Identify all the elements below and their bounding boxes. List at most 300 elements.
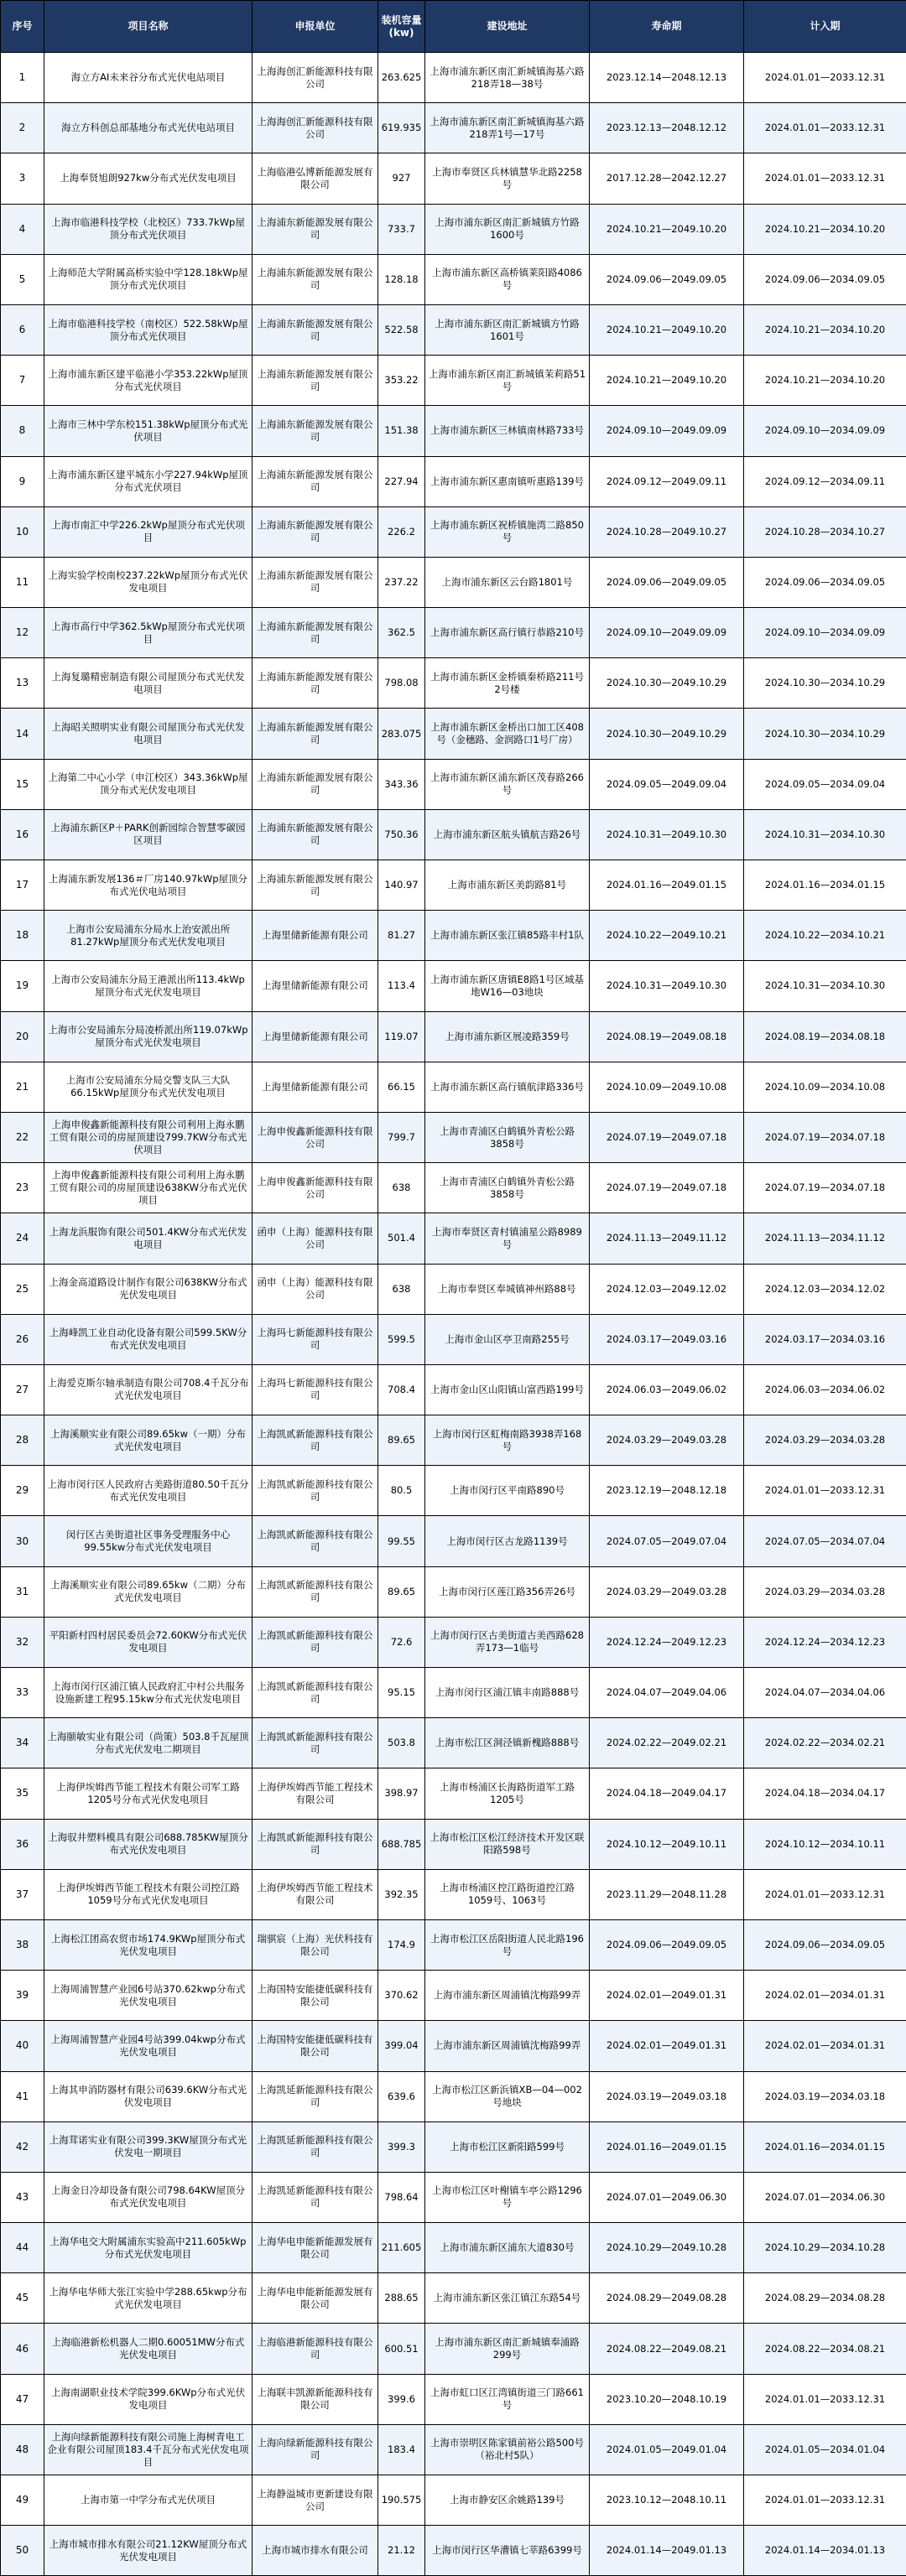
cell-project-name: 上海华电交大附属浦东实验高中211.605kWp分布式光伏发电项目 bbox=[44, 2223, 253, 2273]
cell-index: 7 bbox=[1, 356, 44, 406]
table-row bbox=[1, 1819, 906, 1869]
cell-index: 44 bbox=[1, 2223, 44, 2273]
cell-credit-period: 2024.01.16—2034.01.15 bbox=[744, 860, 906, 911]
cell-lifetime: 2023.12.14—2048.12.13 bbox=[590, 53, 744, 103]
cell-index: 32 bbox=[1, 1617, 44, 1667]
cell-capacity: 81.27 bbox=[378, 911, 425, 961]
cell-lifetime: 2024.01.14—2049.01.13 bbox=[590, 2526, 744, 2576]
cell-project-name: 上海市高行中学362.5kWp屋顶分布式光伏项目 bbox=[44, 608, 253, 658]
cell-project-name: 上海市城市排水有限公司21.12KW屋顶分布式光伏发电项目 bbox=[44, 2526, 253, 2576]
table-body bbox=[1, 53, 906, 2576]
cell-index: 50 bbox=[1, 2526, 44, 2576]
table-row bbox=[1, 2021, 906, 2071]
cell-capacity: 798.64 bbox=[378, 2172, 425, 2222]
cell-applicant: 上海凯贰新能源科技有限公司 bbox=[253, 1516, 378, 1566]
cell-address: 上海市浦东新区祝桥镇施湾二路850号 bbox=[425, 506, 590, 557]
cell-applicant: 上海里储新能源有限公司 bbox=[253, 911, 378, 961]
table-row bbox=[1, 1466, 906, 1516]
cell-credit-period: 2024.11.13—2034.11.12 bbox=[744, 1213, 906, 1264]
cell-index: 8 bbox=[1, 406, 44, 456]
cell-project-name: 上海溪顺实业有限公司89.65kw（二期）分布式光伏发电项目 bbox=[44, 1566, 253, 1617]
cell-project-name: 上海伊埃姆西节能工程技术有限公司控江路1059号分布式光伏发电项目 bbox=[44, 1869, 253, 1919]
cell-applicant: 上海凯贰新能源科技有限公司 bbox=[253, 1617, 378, 1667]
cell-capacity: 503.8 bbox=[378, 1718, 425, 1768]
cell-lifetime: 2024.07.05—2049.07.04 bbox=[590, 1516, 744, 1566]
cell-project-name: 上海驭井塑料模具有限公司688.785KW屋顶分布式光伏发电项目 bbox=[44, 1819, 253, 1869]
cell-index: 49 bbox=[1, 2475, 44, 2526]
cell-index: 12 bbox=[1, 608, 44, 658]
cell-credit-period: 2024.01.01—2033.12.31 bbox=[744, 2475, 906, 2526]
cell-credit-period: 2024.01.05—2034.01.04 bbox=[744, 2424, 906, 2475]
cell-lifetime: 2024.10.30—2049.10.29 bbox=[590, 658, 744, 709]
cell-capacity: 708.4 bbox=[378, 1364, 425, 1415]
cell-project-name: 上海师范大学附属高桥实验中学128.18kWp屋顶分布式光伏项目 bbox=[44, 254, 253, 304]
cell-project-name: 上海市第一中学分布式光伏项目 bbox=[44, 2475, 253, 2526]
cell-lifetime: 2023.10.20—2048.10.19 bbox=[590, 2374, 744, 2424]
header-address: 建设地址 bbox=[425, 1, 590, 53]
cell-applicant: 上海里储新能源有限公司 bbox=[253, 1011, 378, 1062]
cell-capacity: 638 bbox=[378, 1264, 425, 1314]
cell-index: 1 bbox=[1, 53, 44, 103]
cell-address: 上海市浦东新区南汇新城镇茉莉路51号 bbox=[425, 356, 590, 406]
cell-applicant: 上海浦东新能源发展有限公司 bbox=[253, 406, 378, 456]
cell-index: 16 bbox=[1, 809, 44, 860]
cell-project-name: 上海龙浜服饰有限公司501.4KW分布式光伏发电项目 bbox=[44, 1213, 253, 1264]
cell-project-name: 上海市公安局浦东分局交警支队三大队66.15kWp屋顶分布式光伏发电项目 bbox=[44, 1062, 253, 1112]
cell-capacity: 750.36 bbox=[378, 809, 425, 860]
cell-applicant: 上海静溢城市更新建设有限公司 bbox=[253, 2475, 378, 2526]
cell-lifetime: 2024.12.24—2049.12.23 bbox=[590, 1617, 744, 1667]
table-row bbox=[1, 1516, 906, 1566]
cell-index: 19 bbox=[1, 961, 44, 1011]
cell-capacity: 21.12 bbox=[378, 2526, 425, 2576]
table-row bbox=[1, 1566, 906, 1617]
cell-credit-period: 2024.10.30—2034.10.29 bbox=[744, 658, 906, 709]
cell-capacity: 398.97 bbox=[378, 1768, 425, 1819]
cell-lifetime: 2024.03.17—2049.03.16 bbox=[590, 1314, 744, 1364]
cell-lifetime: 2024.10.28—2049.10.27 bbox=[590, 506, 744, 557]
cell-applicant: 上海伊埃姆西节能工程技术有限公司 bbox=[253, 1768, 378, 1819]
cell-credit-period: 2024.09.05—2034.09.04 bbox=[744, 759, 906, 809]
cell-address: 上海市奉贤区奉城镇神州路88号 bbox=[425, 1264, 590, 1314]
cell-applicant: 上海浦东新能源发展有限公司 bbox=[253, 304, 378, 355]
table-row bbox=[1, 2475, 906, 2526]
cell-address: 上海市松江区新阳路599号 bbox=[425, 2122, 590, 2172]
cell-index: 27 bbox=[1, 1364, 44, 1415]
cell-lifetime: 2024.10.22—2049.10.21 bbox=[590, 911, 744, 961]
cell-index: 36 bbox=[1, 1819, 44, 1869]
cell-address: 上海市浦东新区南汇新城镇方竹路1600号 bbox=[425, 204, 590, 254]
cell-index: 15 bbox=[1, 759, 44, 809]
table-row bbox=[1, 2424, 906, 2475]
cell-lifetime: 2024.04.07—2049.04.06 bbox=[590, 1668, 744, 1718]
cell-lifetime: 2024.10.21—2049.10.20 bbox=[590, 304, 744, 355]
cell-lifetime: 2024.11.13—2049.11.12 bbox=[590, 1213, 744, 1264]
cell-index: 37 bbox=[1, 1869, 44, 1919]
table-row bbox=[1, 911, 906, 961]
cell-applicant: 上海凯贰新能源科技有限公司 bbox=[253, 1819, 378, 1869]
cell-applicant: 上海海创汇新能源科技有限公司 bbox=[253, 53, 378, 103]
cell-index: 46 bbox=[1, 2324, 44, 2374]
cell-lifetime: 2024.07.19—2049.07.18 bbox=[590, 1112, 744, 1162]
table-row bbox=[1, 1112, 906, 1162]
cell-credit-period: 2024.04.07—2034.04.06 bbox=[744, 1668, 906, 1718]
cell-index: 35 bbox=[1, 1768, 44, 1819]
cell-capacity: 66.15 bbox=[378, 1062, 425, 1112]
cell-project-name: 上海临港新松机器人二期0.60051MW分布式光伏发电项目 bbox=[44, 2324, 253, 2374]
cell-credit-period: 2024.09.10—2034.09.09 bbox=[744, 608, 906, 658]
cell-credit-period: 2024.01.01—2033.12.31 bbox=[744, 53, 906, 103]
cell-lifetime: 2024.10.31—2049.10.30 bbox=[590, 961, 744, 1011]
cell-applicant: 上海华电申能新能源发展有限公司 bbox=[253, 2223, 378, 2273]
cell-project-name: 上海松江团高农贸市场174.9KWp屋顶分布式光伏发电项目 bbox=[44, 1919, 253, 1970]
cell-credit-period: 2024.09.12—2034.09.11 bbox=[744, 456, 906, 506]
cell-capacity: 89.65 bbox=[378, 1566, 425, 1617]
cell-index: 34 bbox=[1, 1718, 44, 1768]
cell-address: 上海市闵行区古美街道古美西路628弄173—1临号 bbox=[425, 1617, 590, 1667]
cell-lifetime: 2024.09.12—2049.09.11 bbox=[590, 456, 744, 506]
cell-capacity: 72.6 bbox=[378, 1617, 425, 1667]
table-row bbox=[1, 1364, 906, 1415]
cell-index: 24 bbox=[1, 1213, 44, 1264]
cell-lifetime: 2024.10.21—2049.10.20 bbox=[590, 204, 744, 254]
cell-credit-period: 2024.12.03—2034.12.02 bbox=[744, 1264, 906, 1314]
cell-lifetime: 2024.01.16—2049.01.15 bbox=[590, 860, 744, 911]
table-row bbox=[1, 53, 906, 103]
table-row bbox=[1, 2071, 906, 2122]
cell-capacity: 119.07 bbox=[378, 1011, 425, 1062]
cell-project-name: 上海金高道路设计制作有限公司638KW分布式光伏发电项目 bbox=[44, 1264, 253, 1314]
cell-address: 上海市浦东新区惠南镇听惠路139号 bbox=[425, 456, 590, 506]
cell-credit-period: 2024.04.18—2034.04.17 bbox=[744, 1768, 906, 1819]
cell-capacity: 399.04 bbox=[378, 2021, 425, 2071]
cell-credit-period: 2024.10.31—2034.10.30 bbox=[744, 809, 906, 860]
cell-project-name: 闵行区古美街道社区事务受理服务中心99.55kw分布式光伏发电项目 bbox=[44, 1516, 253, 1566]
cell-credit-period: 2024.03.19—2034.03.18 bbox=[744, 2071, 906, 2122]
cell-project-name: 上海溪顺实业有限公司89.65kw（一期）分布式光伏发电项目 bbox=[44, 1415, 253, 1466]
table-row bbox=[1, 1415, 906, 1466]
cell-applicant: 上海凯贰新能源科技有限公司 bbox=[253, 1415, 378, 1466]
cell-index: 47 bbox=[1, 2374, 44, 2424]
cell-applicant: 上海向绿新能源科技有限公司 bbox=[253, 2424, 378, 2475]
cell-address: 上海市浦东新区南汇新城镇海基六路218弄18—38号 bbox=[425, 53, 590, 103]
cell-credit-period: 2024.12.24—2034.12.23 bbox=[744, 1617, 906, 1667]
cell-lifetime: 2024.01.16—2049.01.15 bbox=[590, 2122, 744, 2172]
table-row bbox=[1, 1617, 906, 1667]
cell-index: 39 bbox=[1, 1971, 44, 2021]
cell-capacity: 174.9 bbox=[378, 1919, 425, 1970]
header-capacity: 装机容量(kw) bbox=[378, 1, 425, 53]
table-row bbox=[1, 809, 906, 860]
cell-applicant: 上海浦东新能源发展有限公司 bbox=[253, 759, 378, 809]
table-row bbox=[1, 2223, 906, 2273]
cell-capacity: 288.65 bbox=[378, 2273, 425, 2324]
table-row bbox=[1, 2172, 906, 2222]
cell-capacity: 151.38 bbox=[378, 406, 425, 456]
cell-project-name: 平阳新村四村居民委员会72.60KW分布式光伏发电项目 bbox=[44, 1617, 253, 1667]
cell-index: 18 bbox=[1, 911, 44, 961]
cell-project-name: 上海第二中心小学（申江校区）343.36kWp屋顶分布式光伏发电项目 bbox=[44, 759, 253, 809]
cell-address: 上海市松江区岳阳街道人民北路196号 bbox=[425, 1919, 590, 1970]
table-row bbox=[1, 2122, 906, 2172]
cell-capacity: 211.605 bbox=[378, 2223, 425, 2273]
cell-capacity: 619.935 bbox=[378, 103, 425, 153]
cell-credit-period: 2024.09.10—2034.09.09 bbox=[744, 406, 906, 456]
cell-address: 上海市金山区山阳镇山富西路199号 bbox=[425, 1364, 590, 1415]
cell-credit-period: 2024.01.01—2033.12.31 bbox=[744, 153, 906, 204]
cell-index: 2 bbox=[1, 103, 44, 153]
cell-credit-period: 2024.01.01—2033.12.31 bbox=[744, 1869, 906, 1919]
cell-applicant: 上海浦东新能源发展有限公司 bbox=[253, 204, 378, 254]
cell-capacity: 522.58 bbox=[378, 304, 425, 355]
cell-applicant: 上海伊埃姆西节能工程技术有限公司 bbox=[253, 1869, 378, 1919]
cell-lifetime: 2023.12.19—2048.12.18 bbox=[590, 1466, 744, 1516]
cell-capacity: 227.94 bbox=[378, 456, 425, 506]
cell-credit-period: 2024.02.01—2034.01.31 bbox=[744, 2021, 906, 2071]
cell-capacity: 688.785 bbox=[378, 1819, 425, 1869]
cell-address: 上海市杨浦区长海路街道军工路1205号 bbox=[425, 1768, 590, 1819]
table-row bbox=[1, 2374, 906, 2424]
cell-credit-period: 2024.07.05—2034.07.04 bbox=[744, 1516, 906, 1566]
cell-project-name: 上海市公安局浦东分局凌桥派出所119.07kWp屋顶分布式光伏发电项目 bbox=[44, 1011, 253, 1062]
cell-project-name: 上海市浦东新区建平城东小学227.94kWp屋顶分布式光伏项目 bbox=[44, 456, 253, 506]
cell-project-name: 上海市浦东新区建平临港小学353.22kWp屋顶分布式光伏项目 bbox=[44, 356, 253, 406]
cell-address: 上海市松江区叶榭镇车亭公路1296号 bbox=[425, 2172, 590, 2222]
cell-capacity: 95.15 bbox=[378, 1668, 425, 1718]
table-row bbox=[1, 759, 906, 809]
cell-capacity: 399.6 bbox=[378, 2374, 425, 2424]
table-row bbox=[1, 1314, 906, 1364]
cell-address: 上海市青浦区白鹤镇外青松公路3858号 bbox=[425, 1112, 590, 1162]
cell-project-name: 上海浦东新区P＋PARK创新园综合智慧零碳园区项目 bbox=[44, 809, 253, 860]
cell-capacity: 927 bbox=[378, 153, 425, 204]
cell-lifetime: 2024.04.18—2049.04.17 bbox=[590, 1768, 744, 1819]
cell-lifetime: 2023.11.29—2048.11.28 bbox=[590, 1869, 744, 1919]
cell-lifetime: 2024.09.10—2049.09.09 bbox=[590, 406, 744, 456]
cell-credit-period: 2024.10.31—2034.10.30 bbox=[744, 961, 906, 1011]
cell-credit-period: 2024.10.21—2034.10.20 bbox=[744, 304, 906, 355]
cell-address: 上海市虹口区江湾镇街道三门路661号 bbox=[425, 2374, 590, 2424]
cell-address: 上海市浦东新区唐镇E8路1号区域基地W16—03地块 bbox=[425, 961, 590, 1011]
cell-address: 上海市浦东新区高行镇航津路336号 bbox=[425, 1062, 590, 1112]
cell-credit-period: 2024.09.06—2034.09.05 bbox=[744, 1919, 906, 1970]
cell-credit-period: 2024.03.29—2034.03.28 bbox=[744, 1566, 906, 1617]
cell-index: 4 bbox=[1, 204, 44, 254]
header-project-name: 项目名称 bbox=[44, 1, 253, 53]
cell-credit-period: 2024.07.01—2034.06.30 bbox=[744, 2172, 906, 2222]
cell-credit-period: 2024.01.16—2034.01.15 bbox=[744, 2122, 906, 2172]
cell-address: 上海市浦东新区周浦镇沈梅路99弄 bbox=[425, 1971, 590, 2021]
cell-capacity: 80.5 bbox=[378, 1466, 425, 1516]
cell-capacity: 89.65 bbox=[378, 1415, 425, 1466]
cell-address: 上海市浦东新区高行镇行恭路210号 bbox=[425, 608, 590, 658]
cell-lifetime: 2024.03.19—2049.03.18 bbox=[590, 2071, 744, 2122]
cell-index: 14 bbox=[1, 709, 44, 759]
cell-index: 13 bbox=[1, 658, 44, 709]
cell-project-name: 上海市临港科技学校（北校区）733.7kWp屋顶分布式光伏项目 bbox=[44, 204, 253, 254]
cell-capacity: 501.4 bbox=[378, 1213, 425, 1264]
header-row bbox=[1, 1, 906, 53]
cell-applicant: 上海联丰凯源新能源科技有限公司 bbox=[253, 2374, 378, 2424]
cell-project-name: 上海复璐精密制造有限公司屋顶分布式光伏发电项目 bbox=[44, 658, 253, 709]
cell-credit-period: 2024.02.22—2034.02.21 bbox=[744, 1718, 906, 1768]
cell-project-name: 上海周浦智慧产业园6号站370.62kwp分布式光伏发电项目 bbox=[44, 1971, 253, 2021]
cell-address: 上海市浦东新区张江镇江东路54号 bbox=[425, 2273, 590, 2324]
cell-project-name: 海立方AI未来谷分布式光伏电站项目 bbox=[44, 53, 253, 103]
cell-lifetime: 2024.03.29—2049.03.28 bbox=[590, 1566, 744, 1617]
cell-applicant: 上海浦东新能源发展有限公司 bbox=[253, 608, 378, 658]
cell-applicant: 上海国特安能捷低碳科技有限公司 bbox=[253, 1971, 378, 2021]
cell-credit-period: 2024.01.01—2033.12.31 bbox=[744, 2374, 906, 2424]
cell-applicant: 上海浦东新能源发展有限公司 bbox=[253, 709, 378, 759]
cell-address: 上海市闵行区古龙路1139号 bbox=[425, 1516, 590, 1566]
cell-project-name: 上海茸诺实业有限公司399.3KW屋顶分布式光伏发电一期项目 bbox=[44, 2122, 253, 2172]
table-row bbox=[1, 1919, 906, 1970]
cell-lifetime: 2024.08.19—2049.08.18 bbox=[590, 1011, 744, 1062]
cell-project-name: 上海市闵行区浦江镇人民政府汇中村公共服务设施新建工程95.15kw分布式光伏发电项目 bbox=[44, 1668, 253, 1718]
cell-applicant: 函申（上海）能源科技有限公司 bbox=[253, 1213, 378, 1264]
cell-project-name: 上海伊埃姆西节能工程技术有限公司军工路1205号分布式光伏发电项目 bbox=[44, 1768, 253, 1819]
cell-credit-period: 2024.10.22—2034.10.21 bbox=[744, 911, 906, 961]
cell-project-name: 上海市三林中学东校151.38kWp屋顶分布式光伏项目 bbox=[44, 406, 253, 456]
cell-lifetime: 2024.10.12—2049.10.11 bbox=[590, 1819, 744, 1869]
cell-lifetime: 2024.08.22—2049.08.21 bbox=[590, 2324, 744, 2374]
cell-lifetime: 2023.10.12—2048.10.11 bbox=[590, 2475, 744, 2526]
table-row bbox=[1, 356, 906, 406]
cell-lifetime: 2024.09.06—2049.09.05 bbox=[590, 254, 744, 304]
cell-lifetime: 2024.02.22—2049.02.21 bbox=[590, 1718, 744, 1768]
cell-capacity: 343.36 bbox=[378, 759, 425, 809]
cell-lifetime: 2024.07.01—2049.06.30 bbox=[590, 2172, 744, 2222]
cell-capacity: 283.075 bbox=[378, 709, 425, 759]
cell-credit-period: 2024.10.21—2034.10.20 bbox=[744, 356, 906, 406]
cell-project-name: 上海市公安局浦东分局王港派出所113.4kWp屋顶分布式光伏发电项目 bbox=[44, 961, 253, 1011]
cell-address: 上海市青浦区白鹤镇外青松公路3858号 bbox=[425, 1163, 590, 1213]
cell-address: 上海市奉贤区青村镇浦星公路8989号 bbox=[425, 1213, 590, 1264]
table-row bbox=[1, 1971, 906, 2021]
cell-project-name: 上海申俊鑫新能源科技有限公司利用上海永鹏工贸有限公司的房屋顶建设799.7KW分布式光伏项目 bbox=[44, 1112, 253, 1162]
cell-address: 上海市浦东新区南汇新城镇奉浦路299号 bbox=[425, 2324, 590, 2374]
table-row bbox=[1, 153, 906, 204]
cell-lifetime: 2024.10.31—2049.10.30 bbox=[590, 809, 744, 860]
cell-applicant: 上海凯延新能源科技有限公司 bbox=[253, 2122, 378, 2172]
cell-index: 10 bbox=[1, 506, 44, 557]
table-row bbox=[1, 456, 906, 506]
cell-credit-period: 2024.09.06—2034.09.05 bbox=[744, 557, 906, 607]
cell-credit-period: 2024.10.09—2034.10.08 bbox=[744, 1062, 906, 1112]
cell-capacity: 113.4 bbox=[378, 961, 425, 1011]
header-credit-period: 计入期 bbox=[744, 1, 906, 53]
cell-capacity: 399.3 bbox=[378, 2122, 425, 2172]
cell-address: 上海市浦东新区周浦镇沈梅路99弄 bbox=[425, 2021, 590, 2071]
table-row bbox=[1, 2526, 906, 2576]
cell-capacity: 237.22 bbox=[378, 557, 425, 607]
cell-address: 上海市浦东新区张江镇85路丰村1队 bbox=[425, 911, 590, 961]
cell-address: 上海市浦东新区高桥镇莱阳路4086号 bbox=[425, 254, 590, 304]
table-row bbox=[1, 1768, 906, 1819]
cell-capacity: 226.2 bbox=[378, 506, 425, 557]
cell-capacity: 263.625 bbox=[378, 53, 425, 103]
cell-address: 上海市浦东新区航头镇航吉路26号 bbox=[425, 809, 590, 860]
cell-applicant: 上海凯延新能源科技有限公司 bbox=[253, 2071, 378, 2122]
cell-applicant: 上海国特安能捷低碳科技有限公司 bbox=[253, 2021, 378, 2071]
table-row bbox=[1, 103, 906, 153]
cell-project-name: 上海市公安局浦东分局水上治安派出所81.27kWp屋顶分布式光伏发电项目 bbox=[44, 911, 253, 961]
cell-address: 上海市闵行区平南路890号 bbox=[425, 1466, 590, 1516]
cell-applicant: 上海市城市排水有限公司 bbox=[253, 2526, 378, 2576]
cell-credit-period: 2024.10.30—2034.10.29 bbox=[744, 709, 906, 759]
cell-project-name: 上海爱克斯尔轴承制造有限公司708.4千瓦分布式光伏发电项目 bbox=[44, 1364, 253, 1415]
header-lifetime: 寿命期 bbox=[590, 1, 744, 53]
cell-lifetime: 2024.09.06—2049.09.05 bbox=[590, 1919, 744, 1970]
cell-capacity: 733.7 bbox=[378, 204, 425, 254]
cell-project-name: 上海奉贤旭朗927kw分布式光伏发电项目 bbox=[44, 153, 253, 204]
cell-credit-period: 2024.09.06—2034.09.05 bbox=[744, 254, 906, 304]
cell-capacity: 362.5 bbox=[378, 608, 425, 658]
table-row bbox=[1, 1718, 906, 1768]
table-row bbox=[1, 304, 906, 355]
table-row bbox=[1, 608, 906, 658]
cell-credit-period: 2024.08.29—2034.08.28 bbox=[744, 2273, 906, 2324]
table-row bbox=[1, 2273, 906, 2324]
cell-credit-period: 2024.03.17—2034.03.16 bbox=[744, 1314, 906, 1364]
cell-credit-period: 2024.10.28—2034.10.27 bbox=[744, 506, 906, 557]
cell-capacity: 392.35 bbox=[378, 1869, 425, 1919]
cell-capacity: 370.62 bbox=[378, 1971, 425, 2021]
cell-index: 20 bbox=[1, 1011, 44, 1062]
table-row bbox=[1, 1869, 906, 1919]
cell-address: 上海市金山区亭卫南路255号 bbox=[425, 1314, 590, 1364]
cell-project-name: 上海金日冷却设备有限公司798.64KW屋顶分布式光伏发电项目 bbox=[44, 2172, 253, 2222]
table-row bbox=[1, 961, 906, 1011]
cell-applicant: 上海浦东新能源发展有限公司 bbox=[253, 356, 378, 406]
cell-lifetime: 2024.01.05—2049.01.04 bbox=[590, 2424, 744, 2475]
table-row bbox=[1, 204, 906, 254]
table-row bbox=[1, 254, 906, 304]
cell-index: 40 bbox=[1, 2021, 44, 2071]
cell-applicant: 瑞骐宸（上海）光伏科技有限公司 bbox=[253, 1919, 378, 1970]
cell-applicant: 上海玛七新能源科技有限公司 bbox=[253, 1314, 378, 1364]
cell-credit-period: 2024.08.19—2034.08.18 bbox=[744, 1011, 906, 1062]
cell-capacity: 99.55 bbox=[378, 1516, 425, 1566]
table-row bbox=[1, 860, 906, 911]
cell-applicant: 上海浦东新能源发展有限公司 bbox=[253, 456, 378, 506]
cell-lifetime: 2024.10.09—2049.10.08 bbox=[590, 1062, 744, 1112]
cell-address: 上海市浦东新区展凌路359号 bbox=[425, 1011, 590, 1062]
cell-project-name: 上海颐敏实业有限公司（尚策）503.8千瓦屋顶分布式光伏发电二期项目 bbox=[44, 1718, 253, 1768]
cell-project-name: 上海南湖职业技术学院399.6KWp分布式光伏发电项目 bbox=[44, 2374, 253, 2424]
cell-index: 11 bbox=[1, 557, 44, 607]
cell-lifetime: 2024.09.06—2049.09.05 bbox=[590, 557, 744, 607]
cell-index: 23 bbox=[1, 1163, 44, 1213]
cell-project-name: 上海实验学校南校237.22kWp屋顶分布式光伏发电项目 bbox=[44, 557, 253, 607]
cell-capacity: 799.7 bbox=[378, 1112, 425, 1162]
cell-project-name: 上海昭关照明实业有限公司屋顶分布式光伏发电项目 bbox=[44, 709, 253, 759]
cell-lifetime: 2024.02.01—2049.01.31 bbox=[590, 2021, 744, 2071]
cell-index: 28 bbox=[1, 1415, 44, 1466]
table-row bbox=[1, 658, 906, 709]
cell-address: 上海市松江区新浜镇XB—04—002号地块 bbox=[425, 2071, 590, 2122]
cell-project-name: 上海周浦智慧产业园4号站399.04kwp分布式光伏发电项目 bbox=[44, 2021, 253, 2071]
table-row bbox=[1, 1264, 906, 1314]
cell-project-name: 上海其申消防器材有限公司639.6KW分布式光伏发电项目 bbox=[44, 2071, 253, 2122]
cell-address: 上海市浦东新区南汇新城镇海基六路218弄1号—17号 bbox=[425, 103, 590, 153]
cell-address: 上海市松江区松江经济技术开发区联阳路598号 bbox=[425, 1819, 590, 1869]
cell-index: 42 bbox=[1, 2122, 44, 2172]
cell-address: 上海市闵行区华漕镇七莘路6399号 bbox=[425, 2526, 590, 2576]
cell-credit-period: 2024.06.03—2034.06.02 bbox=[744, 1364, 906, 1415]
cell-capacity: 190.575 bbox=[378, 2475, 425, 2526]
